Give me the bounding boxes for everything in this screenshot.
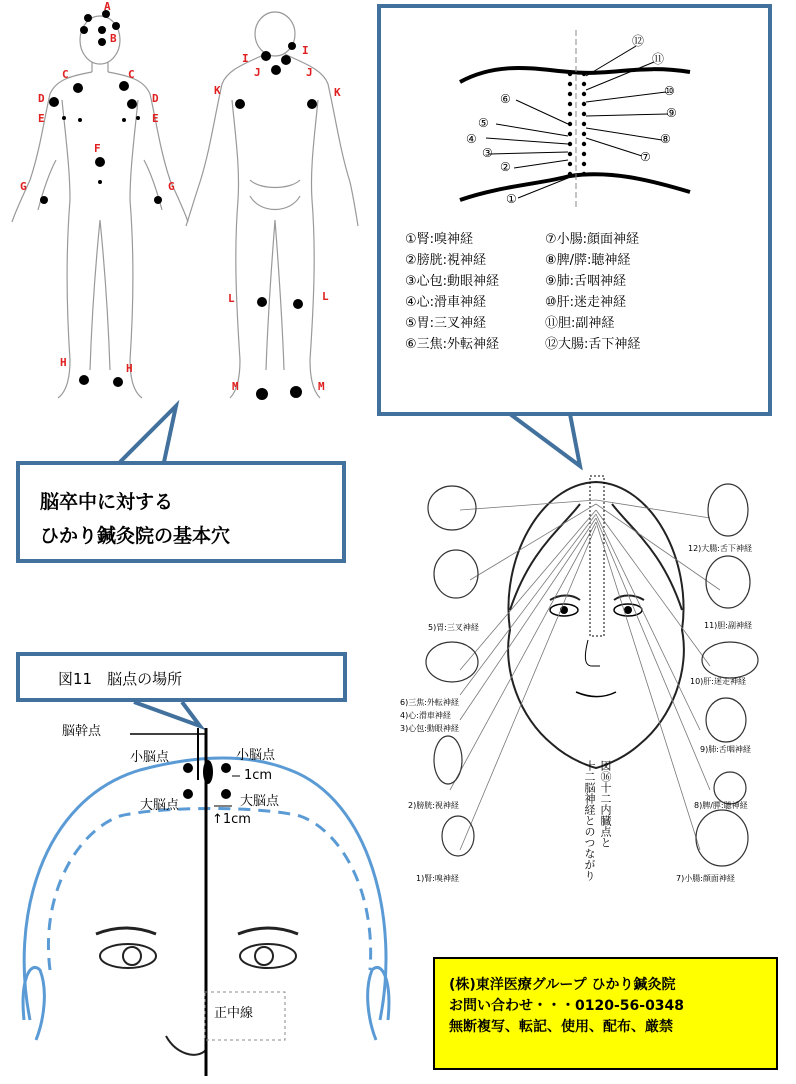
point-label-c-left: C [62,68,69,81]
spine-num-9: ⑨ [666,106,677,120]
point-label-i-right: I [302,44,309,57]
stroke-callout-tail [100,400,190,470]
nerve-label-10: 10)肝:迷走神経 [690,677,746,686]
point-label-e-right: E [152,112,159,125]
point-label-e-left: E [38,112,45,125]
callout-line-1: 脳卒中に対する [40,491,174,513]
clinic-name: (株)東洋医療グループ ひかり鍼灸院 [449,977,676,993]
dainoten-right-label: 大脳点 [240,794,280,809]
point-label-l-right: L [322,290,329,303]
clinic-info-box [433,957,778,1070]
point-label-l-left: L [228,292,235,305]
brain-points-head-diagram [0,720,420,1084]
spine-callout-tail [500,410,610,470]
legend-right-8: ⑧脾/膵:聴神経 [545,253,631,268]
spine-num-6: ⑥ [500,92,511,106]
point-label-j-right: J [306,66,313,79]
spine-num-4: ④ [466,132,477,146]
callout-line-2: ひかり鍼灸院の基本穴 [40,525,231,547]
nerve-label-2: 2)膀胱:視神経 [408,801,459,810]
legend-right-9: ⑨肺:舌咽神経 [545,274,627,289]
dainoten-left-label: 大脳点 [140,798,180,813]
spine-num-2: ② [500,160,511,174]
nerve-label-7: 7)小腸:顔面神経 [676,874,735,883]
point-label-a: A [104,0,111,13]
distance-1cm-lower: ↑1cm [212,812,251,827]
spine-num-1: ① [506,192,517,206]
spine-num-3: ③ [482,146,493,160]
point-label-f: F [94,142,101,155]
point-label-g-right: G [168,180,175,193]
legend-right-10: ⑩肝:迷走神経 [545,295,627,310]
point-label-d-right: D [152,92,159,105]
legend-right-7: ⑦小腸:顔面神経 [545,232,640,247]
nerve-label-3: 3)心包:動眼神経 [400,724,459,733]
midline-label: 正中線 [214,1006,254,1021]
shonoten-right-label: 小脳点 [236,748,276,763]
nerve-label-8: 8)脾/膵:聴神経 [694,801,748,810]
nokanten-label: 脳幹点 [62,724,102,739]
point-label-c-right: C [128,68,135,81]
nerve-label-5: 5)胃:三叉神経 [428,623,479,632]
point-label-k-right: K [334,86,341,99]
distance-1cm-upper: 1cm [244,768,273,783]
nerve-label-11: 11)胆:副神経 [704,621,752,630]
point-label-i-left: I [242,52,249,65]
spine-num-10: ⑩ [664,84,675,98]
legend-left-2: ②膀胱:視神経 [405,253,487,268]
spine-num-5: ⑤ [478,116,489,130]
nerve-label-1: 1)腎:嗅神経 [416,874,459,883]
point-label-k-left: K [214,84,221,97]
copyright-notice: 無断複写、転記、使用、配布、厳禁 [449,1019,673,1035]
nerve-label-4: 4)心:滑車神経 [400,711,451,720]
point-label-d-left: D [38,92,45,105]
nerve-label-9: 9)肺:舌咽神経 [700,745,751,754]
nerve-label-6: 6)三焦:外転神経 [400,698,459,707]
legend-left-1: ①腎:嗅神経 [405,232,474,247]
spine-num-12: ⑫ [632,34,645,48]
legend-left-4: ④心:滑車神経 [405,295,487,310]
fig11-title: 図11 脳点の場所 [58,670,183,688]
spine-num-7: ⑦ [640,150,651,164]
figure-caption-vertical-2: 十二脳神経とのつながり [583,760,596,881]
point-label-h-right: H [126,362,133,375]
point-label-m-right: M [318,380,325,393]
legend-left-3: ③心包:動眼神経 [405,274,500,289]
spine-num-8: ⑧ [660,132,671,146]
point-label-j-left: J [254,66,261,79]
legend-left-5: ⑤胃:三叉神経 [405,316,487,331]
spine-num-11: ⑪ [652,52,665,66]
stroke-acupoint-callout [16,461,346,563]
legend-right-12: ⑫大腸:舌下神経 [545,337,641,352]
point-label-b: B [110,32,117,45]
fig11-title-box [16,652,347,702]
point-label-m-left: M [232,380,239,393]
shonoten-left-label: 小脳点 [130,750,170,765]
nerve-label-12: 12)大腸:舌下神経 [688,544,752,553]
legend-left-6: ⑥三焦:外転神経 [405,337,500,352]
body-figures [0,0,360,420]
clinic-phone: お問い合わせ・・・0120-56-0348 [449,998,685,1014]
point-label-g-left: G [20,180,27,193]
point-label-h-left: H [60,356,67,369]
legend-right-11: ⑪胆:副神経 [545,316,615,331]
figure-caption-vertical-1: 図⑯十二内臓点と [599,760,612,848]
